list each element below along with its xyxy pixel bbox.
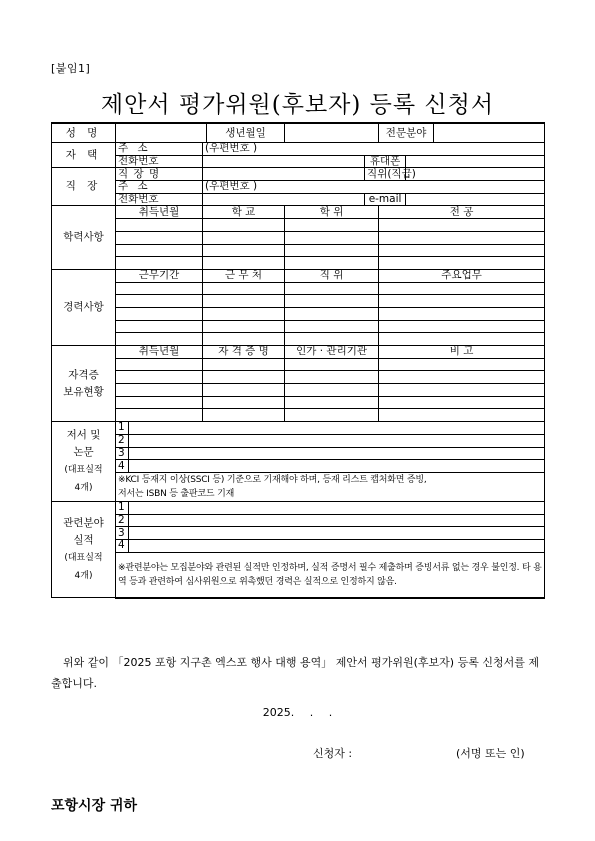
work-address-label: 주 소	[116, 181, 203, 194]
name-field[interactable]	[116, 123, 207, 143]
workplace-label: 직 장 명	[116, 168, 203, 181]
signature-label: (서명 또는 인)	[456, 747, 525, 760]
name-label: 성 명	[52, 123, 116, 143]
certs-label-line1: 자격증	[68, 368, 99, 381]
related-number: 2	[116, 514, 129, 527]
career-row[interactable]	[52, 307, 545, 320]
papers-note	[116, 472, 545, 501]
career-row[interactable]	[52, 282, 545, 295]
work-phone-label: 전화번호	[116, 193, 203, 206]
date-line: 2025. . .	[262, 706, 333, 719]
work-section-label: 직 장	[52, 168, 116, 206]
home-phone-label: 전화번호	[116, 155, 203, 168]
home-mobile-label: 휴대폰	[365, 155, 406, 168]
papers-label-line4: 4개)	[74, 482, 93, 493]
related-entry[interactable]	[129, 527, 545, 540]
identity-row	[52, 123, 545, 143]
papers-number: 4	[116, 460, 129, 473]
recipient-label: 포항시장 귀하	[51, 798, 138, 814]
certs-row[interactable]	[52, 371, 545, 384]
certs-label-line2: 보유현황	[63, 385, 104, 398]
related-label-line4: 4개)	[74, 570, 93, 581]
education-row[interactable]	[52, 219, 545, 232]
education-section-label: 학력사항	[52, 206, 116, 269]
career-header-period: 근무기간	[116, 269, 203, 282]
education-row[interactable]	[52, 244, 545, 257]
form-title: 제안서 평가위원(후보자) 등록 신청서	[100, 92, 495, 118]
related-label-line2: 실적	[73, 533, 94, 546]
papers-note-line1: ※KCI 등재지 이상(SSCI 등) 기준으로 기재해야 하며, 등재 리스트 캡처화면 증빙,	[118, 474, 427, 485]
education-header-degree: 학 위	[285, 206, 379, 219]
workplace-field[interactable]	[203, 168, 365, 181]
education-row[interactable]	[52, 257, 545, 270]
declaration-text: 위와 같이 「2025 포항 지구촌 엑스포 행사 대행 용역」 제안서 평가위원(후보자) 등록 신청서를 제출합니다.	[51, 656, 539, 690]
position-field[interactable]	[406, 168, 545, 181]
certs-row[interactable]	[52, 358, 545, 371]
attachment-label: [붙임1]	[51, 62, 91, 75]
education-row[interactable]	[52, 231, 545, 244]
work-phone-field[interactable]	[203, 193, 365, 206]
position-label: 직위(직급)	[365, 168, 406, 181]
career-row[interactable]	[52, 295, 545, 308]
applicant-label: 신청자 :	[313, 747, 353, 760]
career-row[interactable]	[52, 320, 545, 333]
home-address-label: 주 소	[116, 143, 203, 156]
birth-field[interactable]	[285, 123, 379, 143]
papers-number: 2	[116, 434, 129, 447]
certs-section-label	[52, 346, 116, 422]
certs-row[interactable]	[52, 384, 545, 397]
email-label: e-mail	[365, 193, 406, 206]
papers-section-label	[52, 422, 116, 502]
home-section-label: 자 택	[52, 143, 116, 168]
related-label-line1: 관련분야	[63, 516, 104, 529]
career-row[interactable]	[52, 333, 545, 346]
certs-header-remarks: 비 고	[379, 346, 545, 359]
application-form-table	[51, 122, 545, 599]
papers-entry[interactable]	[129, 422, 545, 435]
email-field[interactable]	[406, 193, 545, 206]
papers-note-line2: 저서는 ISBN 등 출판코드 기재	[118, 488, 235, 499]
career-header-workplace: 근 무 처	[203, 269, 285, 282]
career-header-duties: 주요업무	[379, 269, 545, 282]
papers-label-line3: (대표실적	[64, 464, 103, 475]
related-number: 3	[116, 527, 129, 540]
field-field[interactable]	[434, 123, 545, 143]
papers-entry[interactable]	[129, 447, 545, 460]
certs-row[interactable]	[52, 396, 545, 409]
home-phone-field[interactable]	[203, 155, 365, 168]
work-address-field[interactable]: (우편번호 )	[203, 181, 545, 194]
papers-number: 3	[116, 447, 129, 460]
related-number: 4	[116, 539, 129, 552]
home-address-field[interactable]: (우편번호 )	[203, 143, 545, 156]
papers-number: 1	[116, 422, 129, 435]
papers-entry[interactable]	[129, 460, 545, 473]
education-header-school: 학 교	[203, 206, 285, 219]
career-section-label: 경력사항	[52, 269, 116, 345]
certs-header-name: 자 격 증 명	[203, 346, 285, 359]
related-entry[interactable]	[129, 514, 545, 527]
related-entry[interactable]	[129, 539, 545, 552]
papers-label-line2: 논문	[73, 445, 94, 458]
related-section-label	[52, 501, 116, 597]
home-mobile-field[interactable]	[406, 155, 545, 168]
papers-entry[interactable]	[129, 434, 545, 447]
papers-label-line1: 저서 및	[66, 428, 101, 441]
related-entry[interactable]	[129, 501, 545, 514]
birth-label: 생년월일	[207, 123, 285, 143]
field-label: 전문분야	[379, 123, 434, 143]
related-number: 1	[116, 501, 129, 514]
career-header-position: 직 위	[285, 269, 379, 282]
education-header-date: 취득년월	[116, 206, 203, 219]
related-label-line3: (대표실적	[64, 552, 103, 563]
certs-header-date: 취득년월	[116, 346, 203, 359]
related-note: ※관련분야는 모집분야와 관련된 실적만 인정하며, 실적 증명서 필수 제출하며 증빙서류 없는 경우 불인정. 타 용역 등과 관련하여 심사위원으로 위촉했던 경력은 실적으로 인정하지 않음.	[116, 552, 545, 598]
certs-header-authority: 인가 · 관리기관	[285, 346, 379, 359]
certs-row[interactable]	[52, 409, 545, 422]
education-header-major: 전 공	[379, 206, 545, 219]
